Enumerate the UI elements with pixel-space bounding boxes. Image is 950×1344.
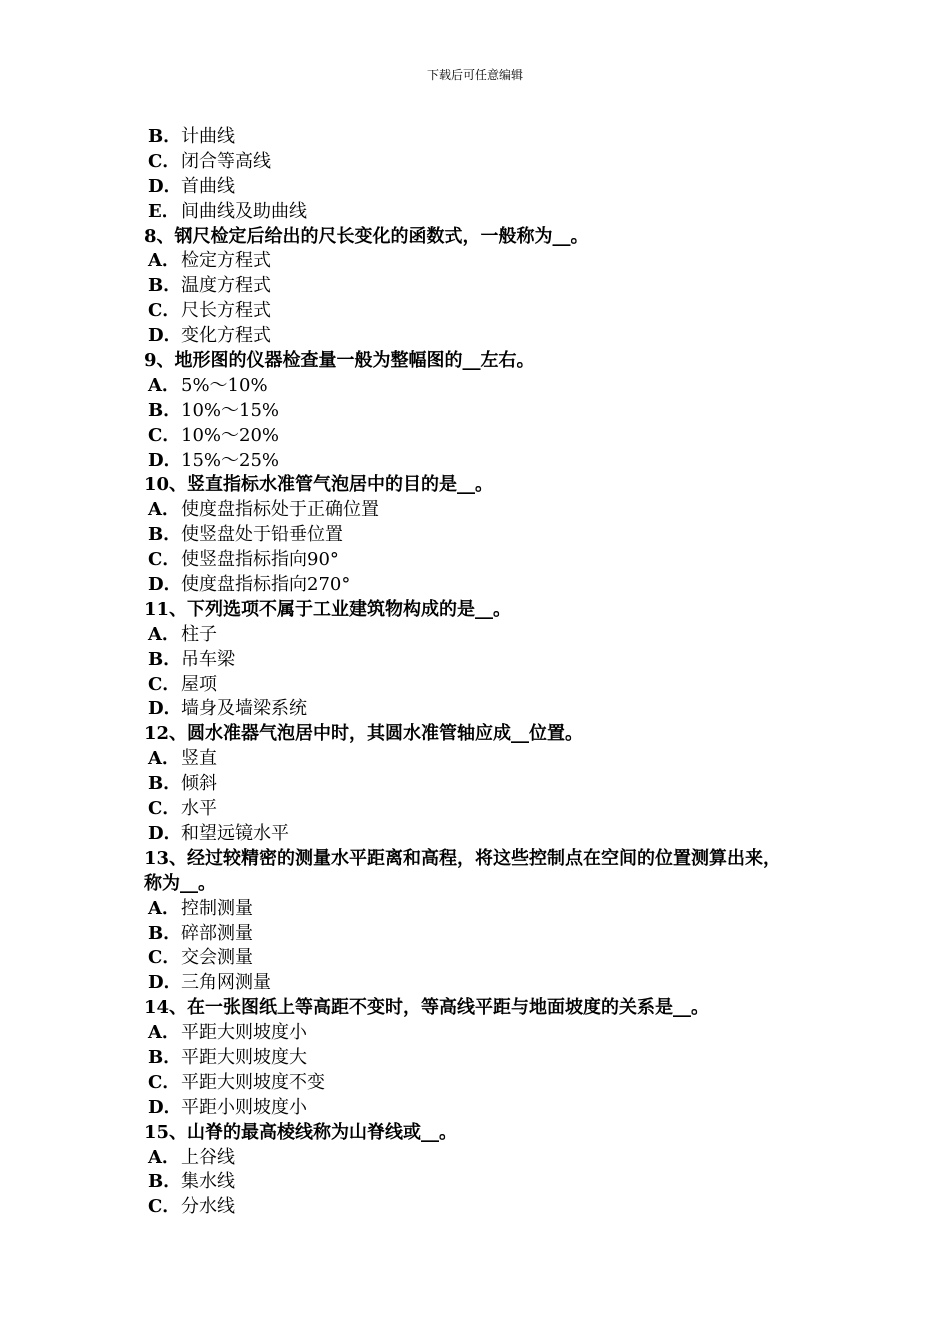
option-label: D． xyxy=(148,972,182,994)
option-text: 10%～20% xyxy=(181,424,280,446)
answer-option xyxy=(144,424,844,449)
answer-option xyxy=(144,523,844,548)
option-text: 平距大则坡度小 xyxy=(181,1022,307,1044)
option-text: 使度盘指标指向270° xyxy=(181,574,351,596)
option-label: B． xyxy=(148,524,182,546)
option-text: 集水线 xyxy=(181,1171,235,1193)
option-text: 竖直 xyxy=(181,748,217,770)
option-label: A． xyxy=(148,897,180,919)
option-text: 首曲线 xyxy=(181,175,235,197)
answer-option xyxy=(144,1021,844,1046)
answer-option xyxy=(144,249,844,274)
option-label: A． xyxy=(148,499,180,521)
answer-option xyxy=(144,1046,844,1071)
option-text: 屋项 xyxy=(181,673,217,695)
option-label: D． xyxy=(148,1096,182,1118)
option-label: D． xyxy=(148,449,182,471)
answer-option xyxy=(144,648,844,673)
option-text: 分水线 xyxy=(181,1196,235,1218)
answer-option xyxy=(144,175,844,200)
option-label: D． xyxy=(148,325,182,347)
question-text: 10、竖直指标水准管气泡居中的目的是__。 xyxy=(144,474,494,496)
question-text: 11、下列选项不属于工业建筑物构成的是__。 xyxy=(144,598,512,620)
page-header: 下载后可任意编辑 xyxy=(426,68,523,82)
option-text: 三角网测量 xyxy=(181,972,271,994)
question-text: 15、山脊的最高棱线称为山脊线或__。 xyxy=(144,1121,458,1143)
answer-option xyxy=(144,697,844,722)
option-label: A． xyxy=(148,748,180,770)
question-text: 13、经过较精密的测量水平距离和高程，将这些控制点在空间的位置测算出来， xyxy=(144,847,782,869)
answer-option xyxy=(144,922,844,947)
option-text: 平距小则坡度小 xyxy=(181,1096,307,1118)
option-label: C． xyxy=(148,947,181,969)
option-label: A． xyxy=(148,1146,180,1168)
answer-option xyxy=(144,200,844,225)
answer-option xyxy=(144,1195,844,1220)
option-label: C． xyxy=(148,798,181,820)
option-label: C． xyxy=(148,549,181,571)
option-text: 交会测量 xyxy=(181,947,253,969)
option-label: B． xyxy=(148,126,182,147)
answer-option xyxy=(144,822,844,847)
option-text: 柱子 xyxy=(181,623,217,645)
answer-option xyxy=(144,125,844,150)
question-text: 称为__。 xyxy=(144,872,216,894)
option-text: 吊车梁 xyxy=(181,648,235,670)
option-text: 15%～25% xyxy=(181,449,280,471)
option-text: 10%～15% xyxy=(181,399,280,421)
option-text: 检定方程式 xyxy=(181,250,271,272)
option-label: B． xyxy=(148,275,182,297)
option-label: B． xyxy=(148,399,182,421)
option-label: D． xyxy=(148,698,182,720)
answer-option xyxy=(144,1071,844,1096)
option-text: 尺长方程式 xyxy=(181,300,271,322)
answer-option xyxy=(144,573,844,598)
question-text: 12、圆水准器气泡居中时，其圆水准管轴应成__位置。 xyxy=(144,723,584,745)
answer-option xyxy=(144,1096,844,1121)
question-text: 14、在一张图纸上等高距不变时，等高线平距与地面坡度的关系是__。 xyxy=(144,997,710,1019)
option-label: C． xyxy=(148,1196,181,1218)
option-label: C． xyxy=(148,1071,181,1093)
option-text: 变化方程式 xyxy=(181,325,271,347)
option-text: 温度方程式 xyxy=(181,275,271,297)
option-text: 墙身及墙梁系统 xyxy=(181,698,307,720)
answer-option xyxy=(144,747,844,772)
answer-option xyxy=(144,971,844,996)
option-label: A． xyxy=(148,250,180,272)
option-label: A． xyxy=(148,623,180,645)
answer-option xyxy=(144,1146,844,1171)
option-label: E． xyxy=(148,200,180,222)
option-label: B． xyxy=(148,1046,182,1068)
option-text: 使度盘指标处于正确位置 xyxy=(181,499,379,521)
option-text: 闭合等高线 xyxy=(181,150,271,172)
answer-option xyxy=(144,399,844,424)
option-label: C． xyxy=(148,300,181,322)
answer-option xyxy=(144,150,844,175)
answer-option xyxy=(144,299,844,324)
question-text: 8、钢尺检定后给出的尺长变化的函数式，一般称为__。 xyxy=(144,225,589,247)
answer-option xyxy=(144,797,844,822)
answer-option xyxy=(144,449,844,474)
option-label: B． xyxy=(148,922,182,944)
answer-option xyxy=(144,498,844,523)
option-text: 上谷线 xyxy=(181,1146,235,1168)
option-text: 使竖盘处于铅垂位置 xyxy=(181,524,343,546)
option-label: C． xyxy=(148,424,181,446)
option-text: 和望远镜水平 xyxy=(181,822,289,844)
answer-option xyxy=(144,1170,844,1195)
option-text: 平距大则坡度大 xyxy=(181,1046,307,1068)
option-label: B． xyxy=(148,1171,182,1193)
answer-option xyxy=(144,897,844,922)
answer-option xyxy=(144,673,844,698)
question-text: 9、地形图的仪器检查量一般为整幅图的__左右。 xyxy=(144,350,535,372)
option-label: A． xyxy=(148,1022,180,1044)
option-text: 间曲线及助曲线 xyxy=(181,200,307,222)
document-body xyxy=(144,125,844,1220)
answer-option xyxy=(144,324,844,349)
option-label: B． xyxy=(148,648,182,670)
option-label: D． xyxy=(148,175,182,197)
option-label: D． xyxy=(148,822,182,844)
option-label: B． xyxy=(148,773,182,795)
option-text: 倾斜 xyxy=(181,773,217,795)
option-label: D． xyxy=(148,574,182,596)
option-text: 5%～10% xyxy=(181,374,268,396)
option-text: 碎部测量 xyxy=(181,922,253,944)
answer-option xyxy=(144,374,844,399)
answer-option xyxy=(144,274,844,299)
option-label: A． xyxy=(148,374,180,396)
option-text: 使竖盘指标指向90° xyxy=(181,549,339,571)
answer-option xyxy=(144,548,844,573)
answer-option xyxy=(144,623,844,648)
option-label: C． xyxy=(148,673,181,695)
answer-option xyxy=(144,772,844,797)
option-text: 计曲线 xyxy=(181,126,235,147)
option-text: 平距大则坡度不变 xyxy=(181,1071,325,1093)
option-text: 水平 xyxy=(181,798,217,820)
option-text: 控制测量 xyxy=(181,897,253,919)
option-label: C． xyxy=(148,150,181,172)
answer-option xyxy=(144,946,844,971)
